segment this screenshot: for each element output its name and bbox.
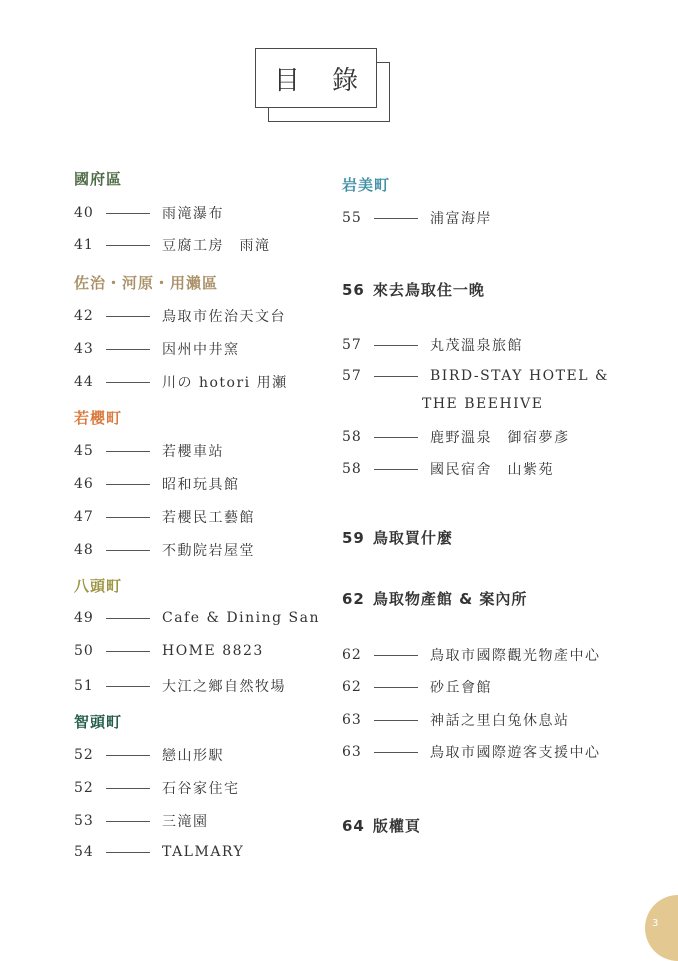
entry-title: BIRD-STAY HOTEL & [430, 368, 609, 384]
section-wakasa: 若櫻町 [74, 409, 123, 427]
entry-page: 57 [342, 337, 362, 353]
entry-page: 51 [74, 678, 94, 694]
toc-entry[interactable] [342, 710, 570, 730]
chapter-products[interactable] [342, 588, 527, 609]
entry-title: 石谷家住宅 [162, 781, 240, 797]
toc-entry[interactable] [342, 677, 492, 697]
toc-entry[interactable] [342, 368, 609, 384]
entry-title: 大江之鄉自然牧場 [162, 679, 286, 695]
toc-entry[interactable] [342, 742, 601, 762]
entry-page: 62 [342, 647, 362, 663]
entry-page: 63 [342, 744, 362, 760]
entry-page: 45 [74, 443, 94, 459]
chapter-page: 56 [342, 281, 365, 299]
leader-line [106, 517, 150, 518]
entry-title: 丸茂溫泉旅館 [430, 338, 523, 354]
entry-title: 鳥取市佐治天文台 [162, 309, 286, 325]
leader-line [106, 788, 150, 789]
leader-line [374, 720, 418, 721]
entry-page: 40 [74, 205, 94, 221]
entry-title: 國民宿舍 山紫苑 [430, 462, 554, 478]
chapter-page: 64 [342, 817, 365, 835]
entry-title: 若櫻車站 [162, 444, 224, 460]
page-number: 3 [652, 918, 659, 929]
toc-entry[interactable] [74, 235, 271, 255]
entry-page: 58 [342, 461, 362, 477]
entry-page: 52 [74, 780, 94, 796]
entry-page: 57 [342, 368, 362, 384]
entry-page: 47 [74, 509, 94, 525]
leader-line [106, 852, 150, 853]
entry-page: 54 [74, 844, 94, 860]
toc-entry[interactable] [342, 335, 523, 355]
entry-title: 雨滝瀑布 [162, 206, 224, 222]
toc-entry[interactable] [74, 372, 288, 392]
leader-line [106, 245, 150, 246]
entry-title: 浦富海岸 [430, 211, 492, 227]
leader-line [374, 218, 418, 219]
entry-page: 53 [74, 813, 94, 829]
page-title: 目 錄 [273, 65, 371, 96]
entry-title: 不動院岩屋堂 [162, 543, 255, 559]
entry-page: 62 [342, 679, 362, 695]
entry-page: 41 [74, 237, 94, 253]
entry-title: 戀山形駅 [162, 748, 224, 764]
leader-line [106, 821, 150, 822]
toc-entry[interactable] [74, 811, 209, 831]
section-yazu: 八頭町 [74, 577, 123, 595]
chapter-buy[interactable] [342, 527, 453, 548]
toc-entry[interactable] [74, 306, 286, 326]
leader-line [374, 376, 418, 377]
toc-entry[interactable] [74, 676, 286, 696]
entry-title: Cafe & Dining San [162, 610, 320, 626]
section-iwami: 岩美町 [342, 176, 391, 194]
entry-title: HOME 8823 [162, 643, 264, 659]
entry-title: 豆腐工房 雨滝 [162, 238, 271, 254]
leader-line [106, 484, 150, 485]
toc-entry[interactable] [74, 540, 255, 560]
toc-entry[interactable] [342, 459, 554, 479]
entry-page: 52 [74, 747, 94, 763]
section-chizu: 智頭町 [74, 713, 123, 731]
leader-line [374, 655, 418, 656]
entry-page: 50 [74, 643, 94, 659]
toc-entry[interactable] [74, 844, 244, 860]
toc-entry[interactable] [74, 507, 255, 527]
entry-title: 若櫻民工藝館 [162, 510, 255, 526]
entry-page: 63 [342, 712, 362, 728]
title-box [255, 48, 377, 108]
leader-line [106, 213, 150, 214]
leader-line [106, 316, 150, 317]
section-saji-kawahara-mochigase: 佐治・河原・用瀨區 [74, 274, 219, 292]
toc-entry[interactable] [74, 778, 240, 798]
leader-line [106, 382, 150, 383]
leader-line [106, 651, 150, 652]
entry-page: 44 [74, 374, 94, 390]
toc-entry[interactable] [74, 203, 224, 223]
toc-entry[interactable] [74, 441, 224, 461]
toc-entry[interactable] [74, 745, 224, 765]
chapter-title: 來去鳥取住一晚 [372, 281, 485, 299]
toc-entry[interactable] [74, 474, 240, 494]
toc-entry[interactable] [74, 610, 320, 626]
page-number-badge [645, 895, 678, 961]
leader-line [374, 752, 418, 753]
entry-title: 川の hotori 用瀬 [162, 375, 288, 391]
leader-line [106, 686, 150, 687]
entry-page: 58 [342, 429, 362, 445]
leader-line [374, 437, 418, 438]
toc-entry[interactable] [342, 208, 492, 228]
chapter-page: 59 [342, 529, 365, 547]
entry-page: 46 [74, 476, 94, 492]
entry-page: 55 [342, 210, 362, 226]
toc-entry[interactable] [342, 427, 570, 447]
chapter-page: 62 [342, 590, 365, 608]
entry-title: 三滝園 [162, 814, 209, 830]
entry-title-continued: THE BEEHIVE [422, 396, 544, 412]
chapter-title: 鳥取物產館 & 案內所 [372, 590, 528, 608]
entry-title: 砂丘會館 [430, 680, 492, 696]
entry-title: 因州中井窯 [162, 342, 240, 358]
toc-entry[interactable] [342, 645, 601, 665]
entry-page: 48 [74, 542, 94, 558]
leader-line [106, 550, 150, 551]
chapter-copyright[interactable] [342, 815, 421, 836]
entry-title: TALMARY [162, 844, 245, 860]
entry-title: 昭和玩具館 [162, 477, 240, 493]
entry-title: 鳥取市國際觀光物產中心 [430, 648, 601, 664]
chapter-title: 版權頁 [372, 817, 421, 835]
leader-line [374, 687, 418, 688]
entry-title: 鳥取市國際遊客支援中心 [430, 745, 601, 761]
leader-line [106, 618, 150, 619]
entry-title: 鹿野溫泉 御宿夢彥 [430, 430, 570, 446]
entry-title: 神話之里白兔休息站 [430, 713, 570, 729]
toc-entry[interactable] [74, 643, 264, 659]
chapter-title: 鳥取買什麼 [372, 529, 453, 547]
toc-entry[interactable] [74, 339, 240, 359]
chapter-stay[interactable] [342, 279, 485, 300]
entry-page: 49 [74, 610, 94, 626]
leader-line [374, 345, 418, 346]
entry-page: 43 [74, 341, 94, 357]
section-kokufu: 國府區 [74, 170, 123, 188]
entry-page: 42 [74, 308, 94, 324]
leader-line [106, 451, 150, 452]
leader-line [106, 755, 150, 756]
leader-line [374, 469, 418, 470]
leader-line [106, 349, 150, 350]
